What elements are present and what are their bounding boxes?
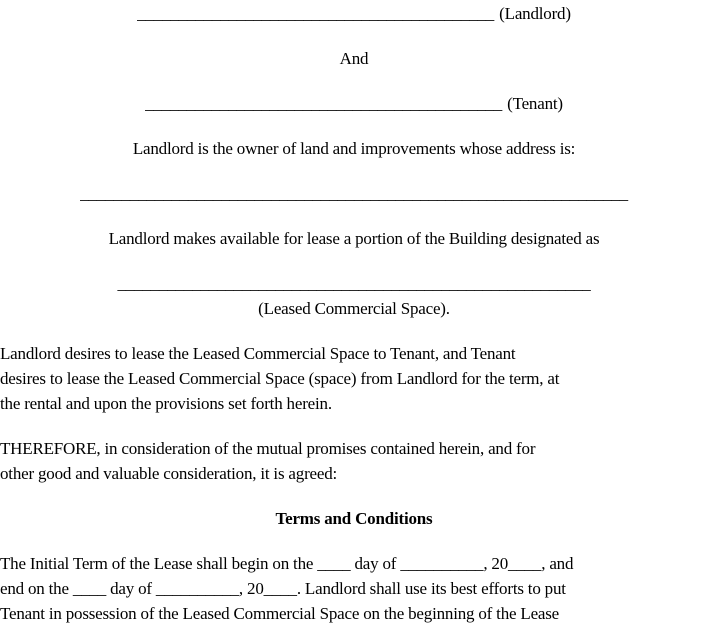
leased-space-blank: _________________________________________________________: [117, 274, 591, 293]
initial-term-line: Tenant in possession of the Leased Commercial Space on the beginning of the Lease: [0, 604, 560, 623]
tenant-name-blank: ___________________________________________: [145, 94, 503, 113]
recital-line: the rental and upon the provisions set forth herein.: [0, 394, 332, 413]
recital-line: Landlord desires to lease the Leased Commercial Space to Tenant, and Tenant: [0, 344, 516, 363]
and-separator: And: [339, 49, 369, 68]
therefore-paragraph: [0, 436, 708, 486]
initial-term-line: The Initial Term of the Lease shall begin on the ____ day of __________, 20____, and: [0, 554, 574, 573]
landlord-party-line: [0, 1, 708, 26]
therefore-line: other good and valuable consideration, it is agreed:: [0, 464, 338, 483]
initial-term-paragraph: [0, 551, 708, 626]
landlord-label: (Landlord): [499, 4, 571, 23]
initial-term-line: end on the ____ day of __________, 20____. Landlord shall use its best efforts to put: [0, 579, 566, 598]
recital-paragraph: [0, 341, 708, 416]
leased-space-label: (Leased Commercial Space).: [258, 299, 450, 318]
landlord-name-blank: ___________________________________________: [137, 4, 495, 23]
tenant-party-line: [0, 91, 708, 116]
recital-line: desires to lease the Leased Commercial Space (space) from Landlord for the term, at: [0, 369, 560, 388]
leased-space-section: [0, 271, 708, 321]
terms-and-conditions-heading: Terms and Conditions: [275, 509, 433, 528]
tenant-label: (Tenant): [507, 94, 563, 113]
therefore-line: THEREFORE, in consideration of the mutual promises contained herein, and for: [0, 439, 536, 458]
owner-statement: Landlord is the owner of land and improvements whose address is:: [132, 139, 576, 158]
building-statement: Landlord makes available for lease a portion of the Building designated as: [108, 229, 600, 248]
address-blank-line: __________________________________________________________________: [80, 184, 628, 203]
